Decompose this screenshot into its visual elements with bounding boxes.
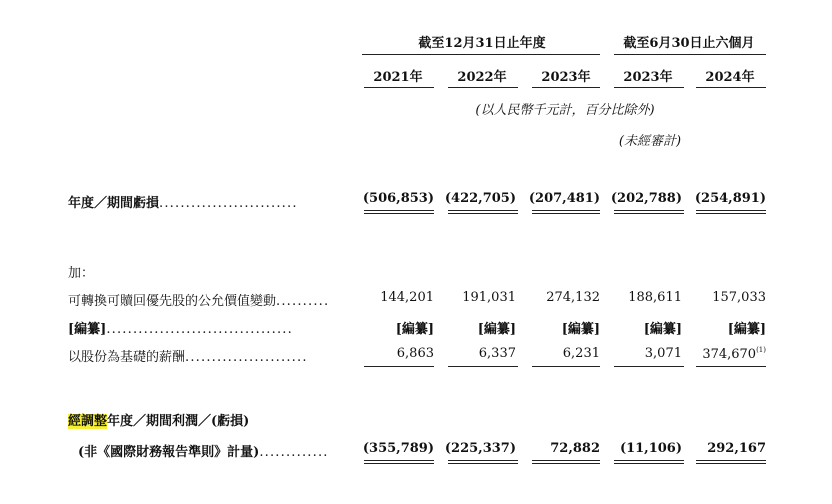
row-label-share-comp <box>68 346 308 365</box>
share-comp-value-2023-h1: 3,071 <box>644 346 682 361</box>
share-comp-rule-2023 <box>532 366 600 367</box>
full-year-group-rule <box>362 54 600 55</box>
share-comp-value-2022: 6,337 <box>478 346 516 361</box>
leader-dots: ............. <box>259 445 329 460</box>
row-label-adjusted-line1 <box>68 410 249 429</box>
footnote-marker: (1) <box>756 346 766 354</box>
year-header-2023-h1: 2023年 <box>623 70 673 85</box>
loss-double-rule-2023 <box>532 210 600 214</box>
year-rule-2021 <box>364 87 434 88</box>
adjusted-double-rule-2024-h1 <box>696 460 766 464</box>
adjusted-value-2023-h1: (11,106) <box>619 441 682 456</box>
year-rule-2023 <box>532 87 600 88</box>
row-label-convertible <box>68 290 329 309</box>
share-comp-value-2023: 6,231 <box>562 346 600 361</box>
row-label-adjusted-line2 <box>78 441 329 460</box>
adjusted-double-rule-2023-h1 <box>614 460 684 464</box>
share-comp-rule-2023-h1 <box>614 366 684 367</box>
convertible-value-2022: 191,031 <box>462 290 516 305</box>
loss-value-2023: (207,481) <box>528 191 600 206</box>
share-comp-rule-2022 <box>448 366 518 367</box>
loss-value-2022: (422,705) <box>444 191 516 206</box>
add-label: 加： <box>68 266 95 281</box>
row-label-convertible-text: 可轉換可贖回優先股的公允價值變動 <box>68 294 277 309</box>
full-year-group-header: 截至12月31日止年度 <box>418 36 546 51</box>
row-label-adjusted-rest: 年度／期間利潤／(虧損) <box>107 414 250 429</box>
year-header-2023: 2023年 <box>541 70 591 85</box>
adjusted-value-2023: 72,882 <box>550 441 600 456</box>
convertible-value-2024-h1: 157,033 <box>712 290 766 305</box>
loss-value-2024-h1: (254,891) <box>694 191 766 206</box>
highlighted-term: 經調整 <box>68 414 108 429</box>
row-label-redacted-text: [編纂] <box>68 322 107 337</box>
adjusted-value-2021: (355,789) <box>362 441 434 456</box>
loss-value-2021: (506,853) <box>362 191 434 206</box>
year-rule-2022 <box>448 87 518 88</box>
unaudited-note: (未經審計) <box>618 134 682 149</box>
redacted-value-2022: [編纂] <box>477 322 516 337</box>
share-comp-value-2024-h1-cell <box>676 346 766 362</box>
convertible-value-2021: 144,201 <box>380 290 434 305</box>
redacted-value-2024-h1: [編纂] <box>727 322 766 337</box>
loss-double-rule-2024-h1 <box>696 210 766 214</box>
adjusted-double-rule-2023 <box>532 460 600 464</box>
share-comp-rule-2024-h1 <box>696 366 766 367</box>
unit-note: (以人民幣千元計，百分比除外) <box>475 103 655 118</box>
share-comp-rule-2021 <box>364 366 434 367</box>
redacted-value-2023: [編纂] <box>561 322 600 337</box>
adjusted-value-2022: (225,337) <box>444 441 516 456</box>
row-label-redacted <box>68 318 293 337</box>
loss-double-rule-2021 <box>364 210 434 214</box>
year-header-2024-h1: 2024年 <box>705 70 755 85</box>
redacted-value-2023-h1: [編纂] <box>643 322 682 337</box>
year-rule-2024-h1 <box>696 87 766 88</box>
loss-value-2023-h1: (202,788) <box>610 191 682 206</box>
leader-dots: .......... <box>276 294 330 309</box>
year-header-2021: 2021年 <box>373 70 423 85</box>
convertible-value-2023: 274,132 <box>546 290 600 305</box>
share-comp-value-2021: 6,863 <box>396 346 434 361</box>
loss-double-rule-2022 <box>448 210 518 214</box>
row-label-share-comp-text: 以股份為基礎的薪酬 <box>68 350 186 365</box>
leader-dots: ....................... <box>185 350 308 365</box>
year-header-2022: 2022年 <box>457 70 507 85</box>
year-rule-2023-h1 <box>614 87 684 88</box>
adjusted-double-rule-2022 <box>448 460 518 464</box>
redacted-value-2021: [編纂] <box>395 322 434 337</box>
adjusted-double-rule-2021 <box>364 460 434 464</box>
share-comp-value-2024-h1: 374,670 <box>702 347 757 362</box>
leader-dots: ................................... <box>106 322 293 337</box>
row-label-loss <box>68 192 298 211</box>
row-label-loss-text: 年度／期間虧損 <box>68 196 160 211</box>
half-year-group-header: 截至6月30日止六個月 <box>623 36 755 51</box>
convertible-value-2023-h1: 188,611 <box>628 290 682 305</box>
leader-dots: .......................... <box>159 196 298 211</box>
row-label-adjusted-measure: (非《國際財務報告準則》計量) <box>78 445 260 460</box>
half-year-group-rule <box>614 54 766 55</box>
loss-double-rule-2023-h1 <box>614 210 684 214</box>
adjusted-value-2024-h1: 292,167 <box>707 441 766 456</box>
